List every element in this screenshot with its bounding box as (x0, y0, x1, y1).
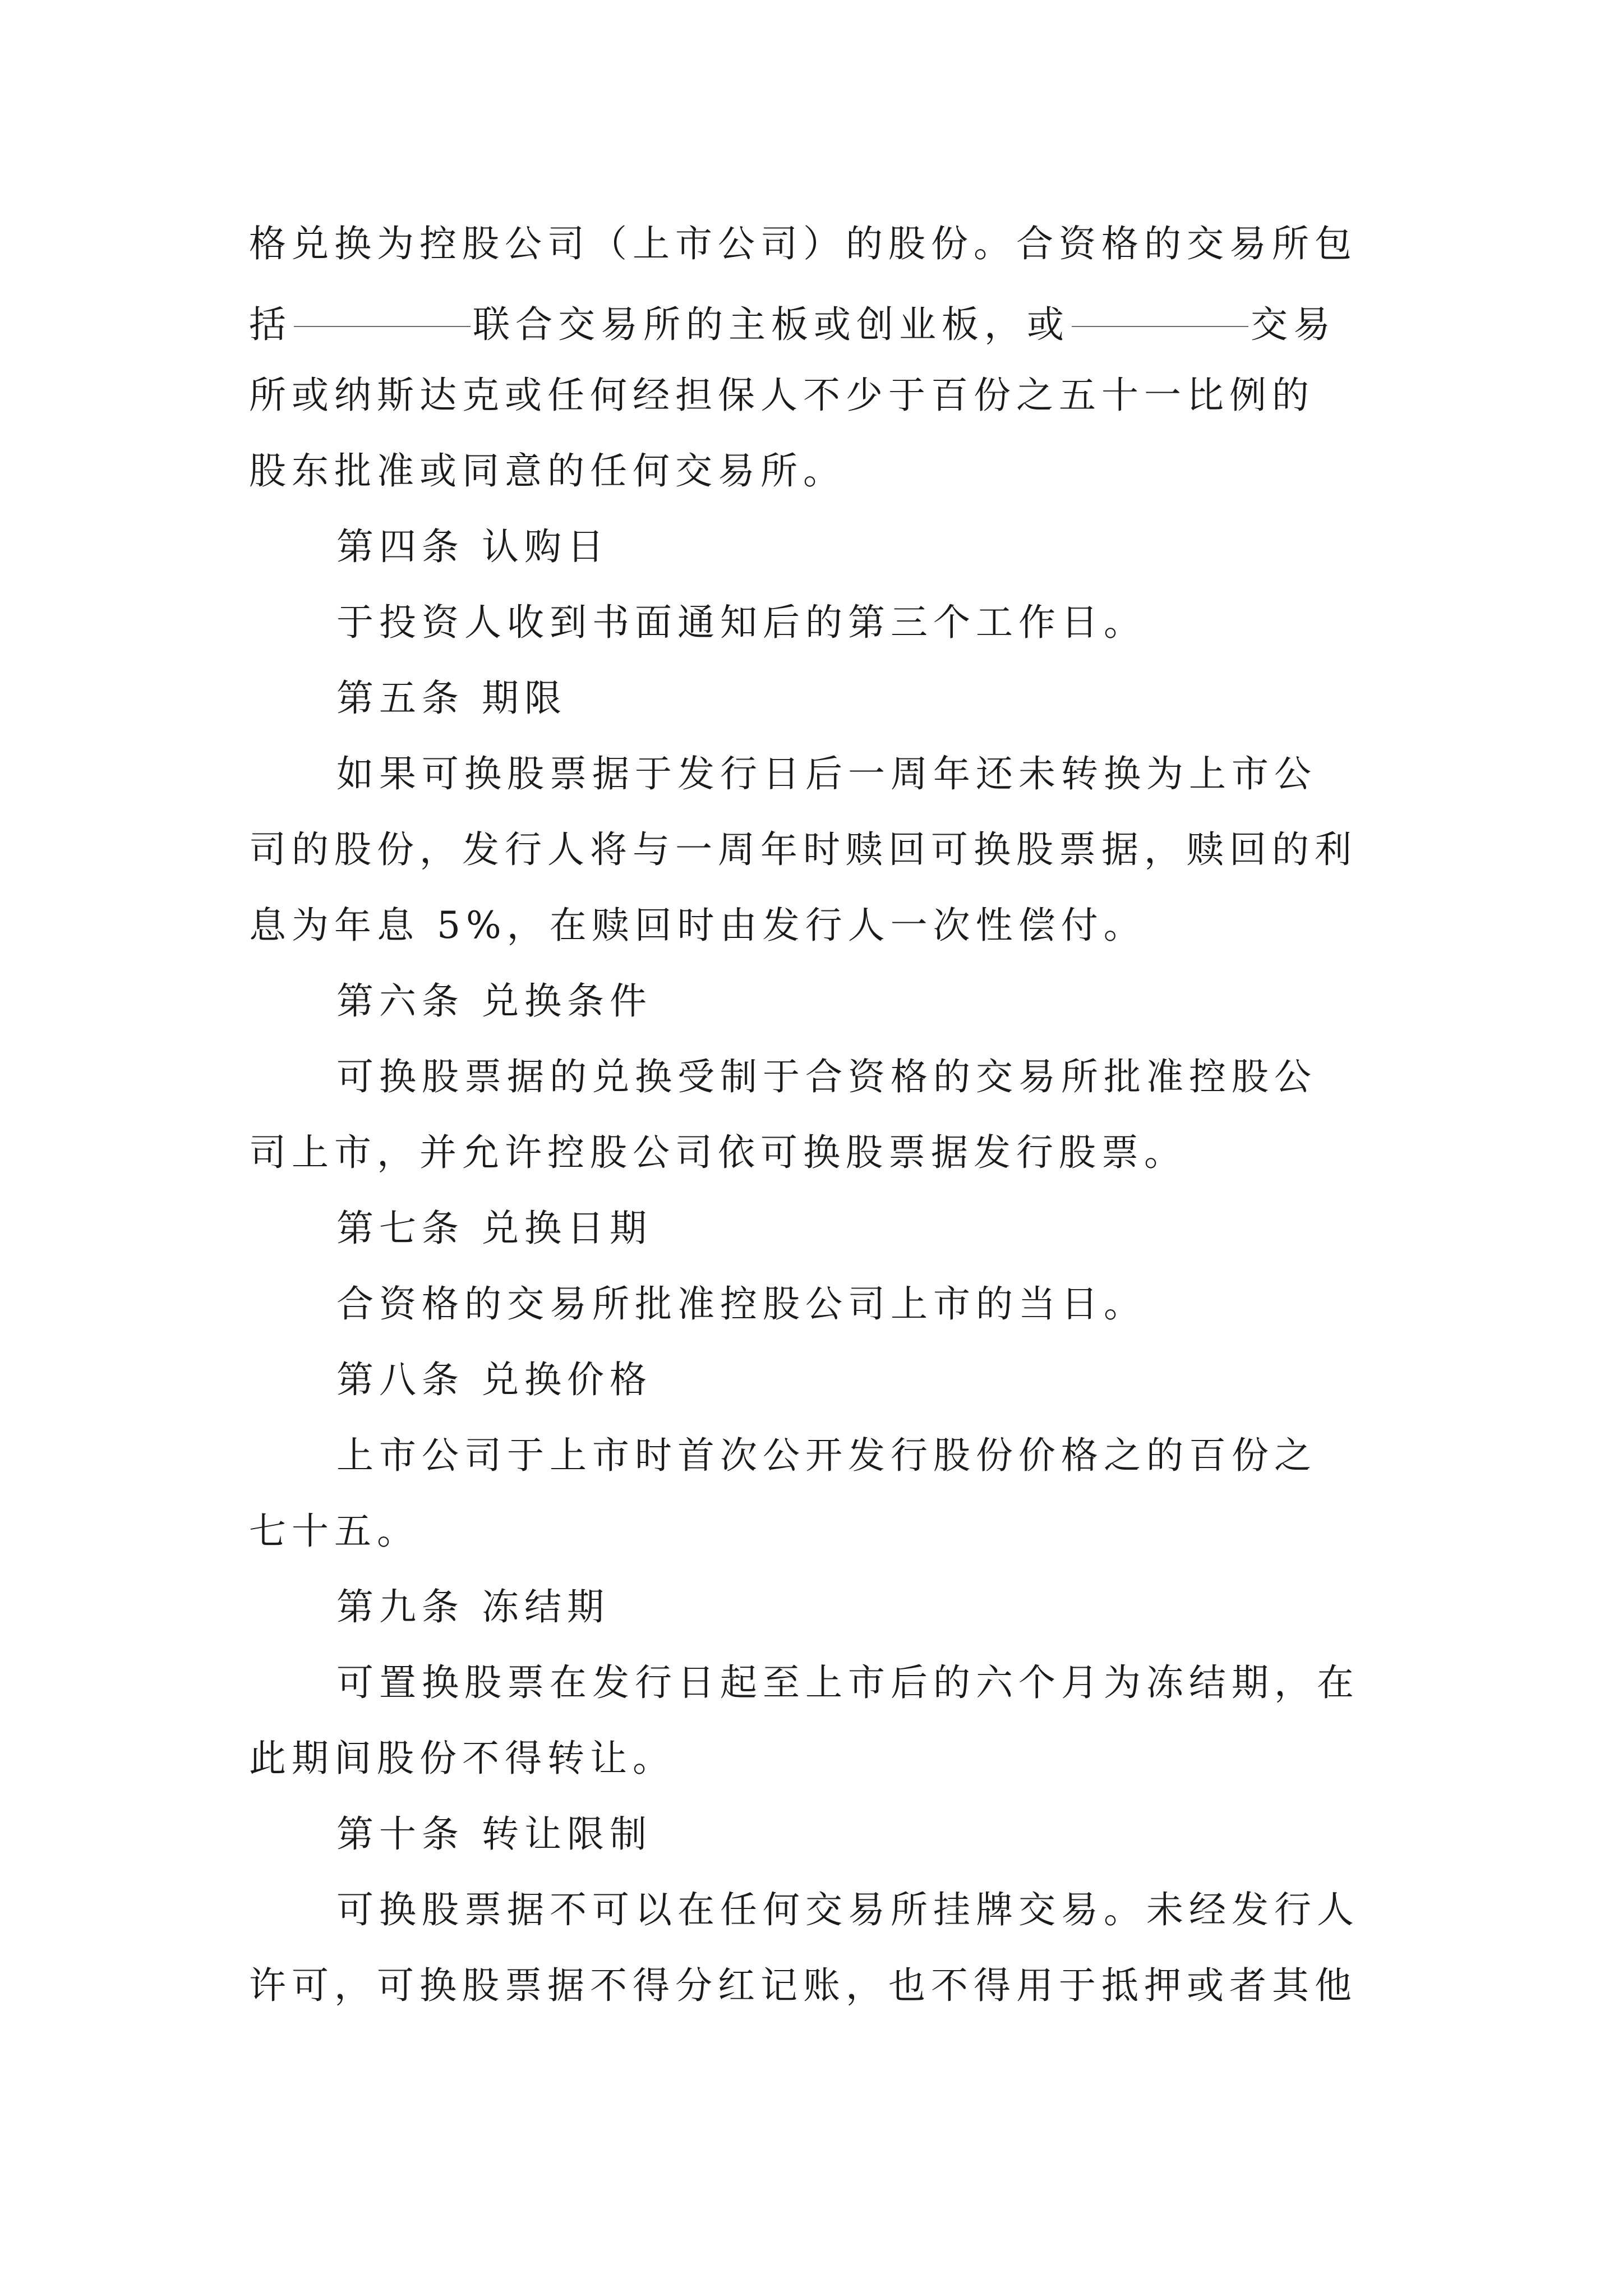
text-segment: 联合交易所的主板或创业板，或 (473, 303, 1069, 346)
text-line: 合资格的交易所批准控股公司上市的当日。 (336, 1282, 1146, 1326)
fill-in-blank (294, 289, 471, 327)
article-heading: 第九条 冻结期 (336, 1585, 610, 1628)
article-heading: 第七条 兑换日期 (336, 1207, 652, 1250)
text-line: 股东批准或同意的任何交易所。 (249, 449, 846, 493)
text-line: 可换股票据不可以在任何交易所挂牌交易。未经发行人 (336, 1888, 1359, 1931)
text-line: 可置换股票在发行日起至上市后的六个月为冻结期，在 (336, 1661, 1359, 1704)
text-line: 如果可换股票据于发行日后一周年还未转换为上市公 (336, 752, 1317, 795)
text-line: 司的股份，发行人将与一周年时赎回可换股票据，赎回的利 (249, 828, 1357, 871)
text-segment: 交易 (1251, 303, 1336, 346)
article-heading: 第八条 兑换价格 (336, 1358, 652, 1401)
text-line: 格兑换为控股公司（上市公司）的股份。合资格的交易所包 (249, 222, 1357, 265)
text-line: 上市公司于上市时首次公开发行股份价格之的百份之 (336, 1434, 1317, 1477)
text-line: 许可，可换股票据不得分红记账，也不得用于抵押或者其他 (249, 1964, 1357, 2007)
text-line: 息为年息 5%，在赎回时由发行人一次性偿付。 (249, 904, 1146, 947)
text-line: 司上市，并允许控股公司依可换股票据发行股票。 (249, 1131, 1187, 1174)
text-segment: 括 (249, 303, 292, 346)
article-heading: 第六条 兑换条件 (336, 979, 652, 1023)
text-line: 于投资人收到书面通知后的第三个工作日。 (336, 601, 1146, 644)
text-line: 七十五。 (249, 1510, 419, 1553)
article-heading: 第十条 转让限制 (336, 1812, 652, 1856)
text-line: 所或纳斯达克或任何经担保人不少于百份之五十一比例的 (249, 374, 1315, 417)
text-line: 可换股票据的兑换受制于合资格的交易所批准控股公 (336, 1055, 1317, 1098)
fill-in-blank (1072, 289, 1248, 327)
article-heading: 第四条 认购日 (336, 525, 610, 568)
article-heading: 第五条 期限 (336, 677, 567, 720)
text-line (249, 289, 1376, 351)
text-line: 此期间股份不得转让。 (249, 1737, 675, 1780)
